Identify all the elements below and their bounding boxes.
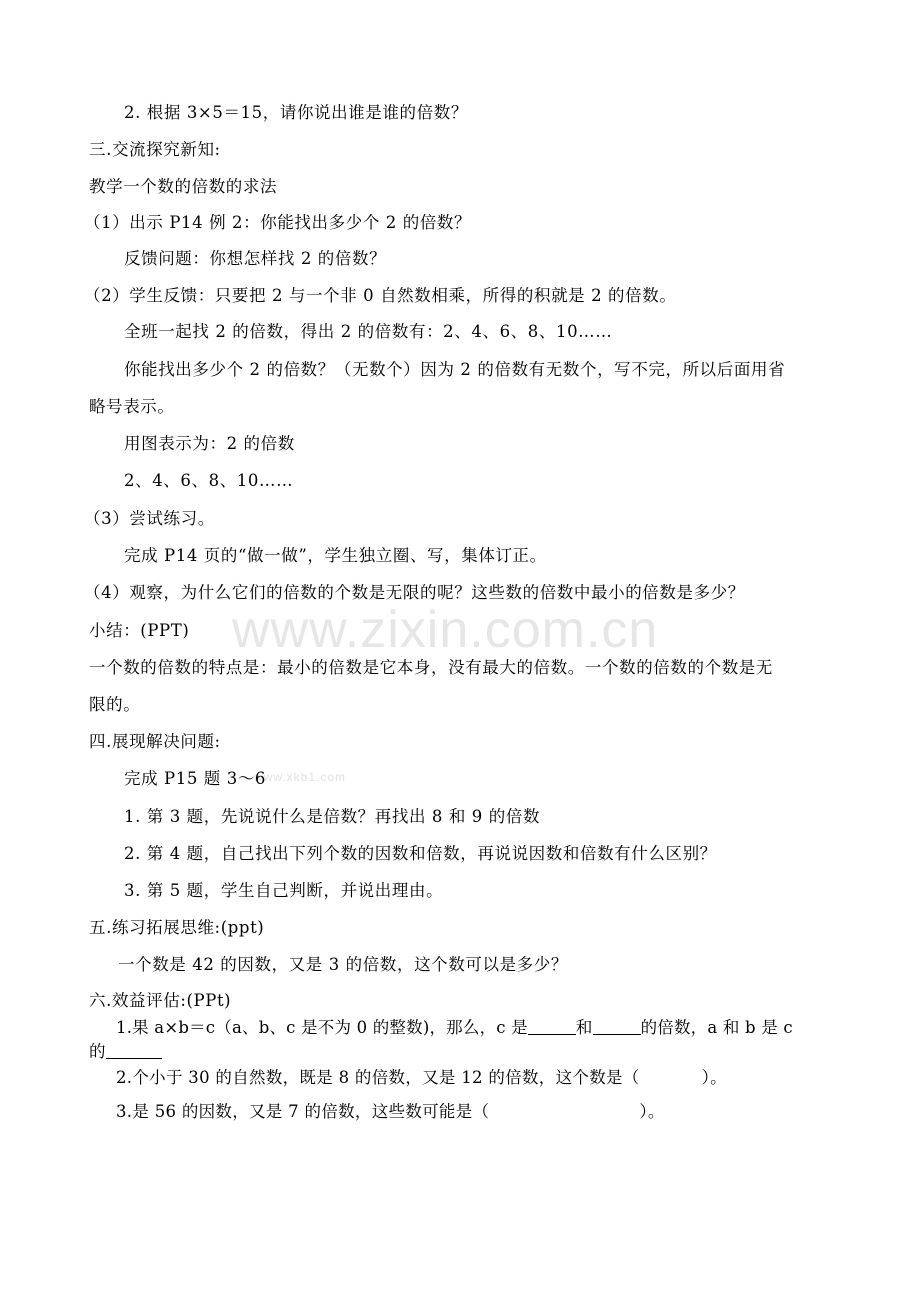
question-2-text-a: 2.个小于 30 的自然数，既是 8 的倍数，又是 12 的倍数，这个数是（ — [116, 1068, 640, 1087]
text-line: 用图表示为：2 的倍数 — [124, 434, 295, 453]
text-line: （1）出示 P14 例 2：你能找出多少个 2 的倍数？ — [84, 213, 472, 232]
text-line: （3）尝试练习。 — [84, 509, 215, 528]
question-3-text-b: ）。 — [639, 1102, 665, 1121]
text-line: 限的。 — [89, 695, 141, 714]
question-1 — [116, 1017, 831, 1039]
text-line: 2. 第 4 题，自己找出下列个数的因数和倍数，再说说因数和倍数有什么区别？ — [124, 844, 717, 863]
text-line: 完成 P15 题 3～6 — [124, 769, 267, 788]
section-heading: 四.展现解决问题: — [89, 732, 221, 751]
text-line: 全班一起找 2 的倍数，得出 2 的倍数有：2、4、6、8、10…… — [124, 322, 613, 341]
question-1-text-d: 的 — [89, 1042, 107, 1061]
text-line: （2）学生反馈：只要把 2 与一个非 0 自然数相乘，所得的积就是 2 的倍数。 — [84, 286, 677, 305]
section-heading: 五.练习拓展思维:(ppt) — [89, 918, 265, 937]
question-2-text-b: ）。 — [701, 1068, 727, 1087]
text-line: 1. 第 3 题，先说说什么是倍数？再找出 8 和 9 的倍数 — [124, 807, 541, 826]
text-line: （4）观察，为什么它们的倍数的个数是无限的呢？这些数的倍数中最小的倍数是多少？ — [84, 583, 745, 602]
text-line: 完成 P14 页的“做一做”，学生独立圈、写，集体订正。 — [124, 546, 547, 565]
text-line: 一个数是 42 的因数，又是 3 的倍数，这个数可以是多少？ — [118, 955, 568, 974]
answer-blank[interactable] — [593, 1018, 641, 1035]
question-3 — [116, 1101, 831, 1123]
section-heading: 六.效益评估:(PPt) — [89, 991, 232, 1010]
question-1-text-c: 的倍数，a 和 b 是 c — [640, 1018, 793, 1037]
text-line: 你能找出多少个 2 的倍数？（无数个）因为 2 的倍数有无数个，写不完，所以后面用省 — [124, 360, 786, 379]
text-line: 反馈问题：你想怎样找 2 的倍数？ — [124, 249, 387, 268]
text-line: 略号表示。 — [89, 397, 175, 416]
answer-blank[interactable] — [106, 1042, 162, 1059]
text-line: 2、4、6、8、10…… — [124, 471, 294, 490]
question-1-cont — [89, 1041, 831, 1063]
question-1-text-b: 和 — [575, 1018, 593, 1037]
text-line: 2. 根据 3×5＝15，请你说出谁是谁的倍数？ — [124, 103, 468, 122]
text-line: 教学一个数的倍数的求法 — [89, 177, 278, 196]
question-1-text-a: 1.果 a×b＝c（a、b、c 是不为 0 的整数)，那么，c 是 — [116, 1018, 528, 1037]
text-line: 3. 第 5 题，学生自己判断，并说出理由。 — [124, 881, 444, 900]
text-line: 小结：(PPT) — [89, 621, 190, 640]
watermark-small: www.xkb1.com — [254, 770, 347, 784]
answer-blank[interactable] — [528, 1018, 576, 1035]
question-2 — [116, 1067, 831, 1089]
section-heading: 三.交流探究新知: — [89, 140, 221, 159]
question-3-text-a: 3.是 56 的因数，又是 7 的倍数，这些数可能是（ — [116, 1102, 490, 1121]
text-line: 一个数的倍数的特点是：最小的倍数是它本身，没有最大的倍数。一个数的倍数的个数是无 — [89, 658, 773, 677]
watermark: www.zixin.com.cn — [232, 601, 659, 659]
